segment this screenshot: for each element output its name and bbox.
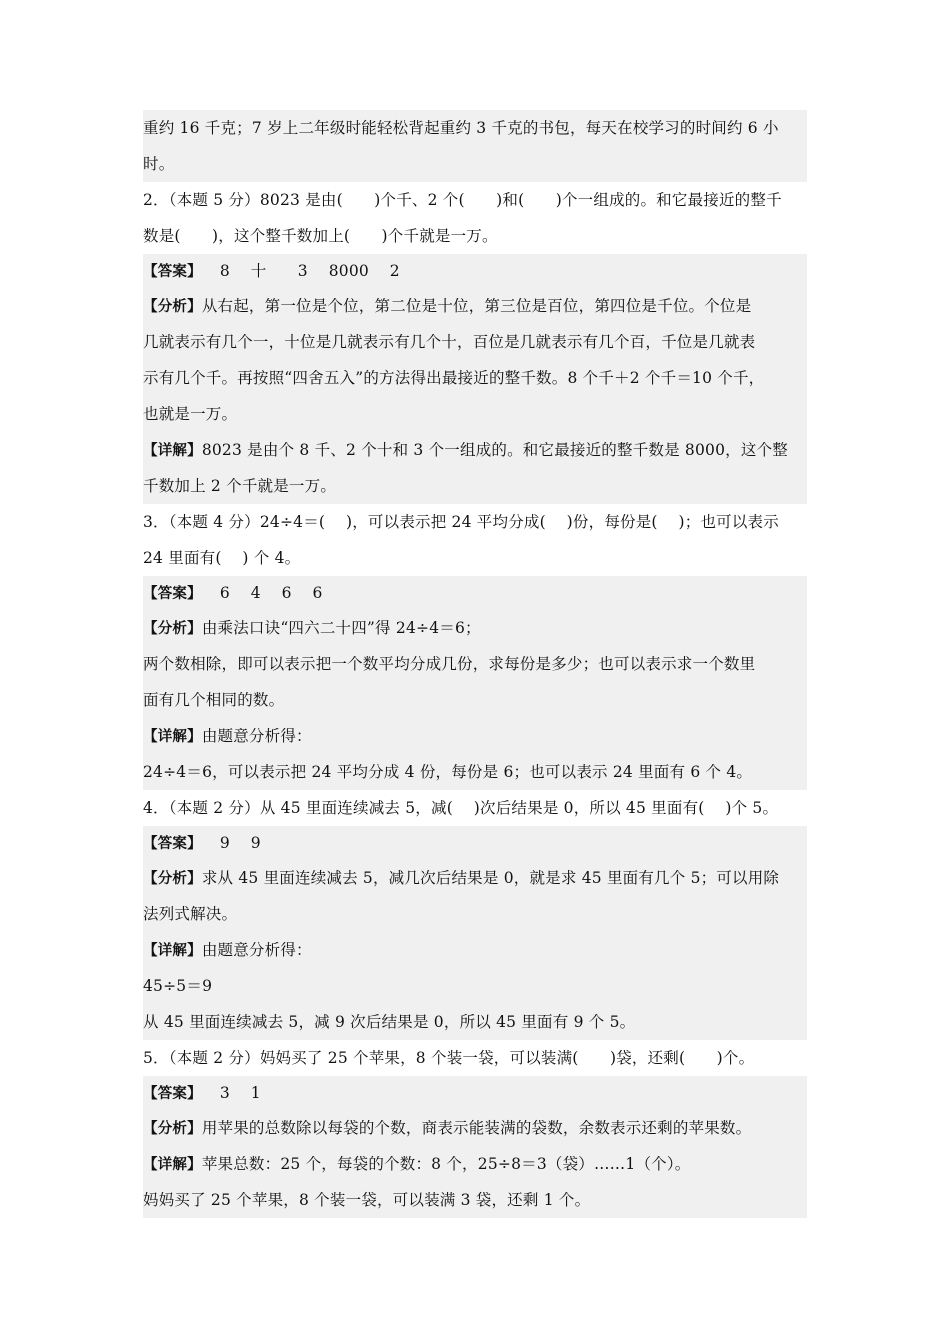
- q4-analysis-line: [143, 860, 807, 896]
- q2-analysis-line: [143, 288, 807, 324]
- q3-detail-text: 由题意分析得：: [201, 727, 312, 745]
- q3-solution-block: [143, 576, 807, 790]
- answer-label: 【答案】: [143, 836, 202, 852]
- detail-label: 【详解】: [143, 443, 202, 459]
- q2-question-line: 数是( )，这个整千数加上( )个千就是一万。: [143, 227, 498, 245]
- q4-solution-block: [143, 826, 807, 1040]
- q3-question-line: 24 里面有( ) 个 4。: [143, 549, 301, 567]
- q3-answer-values: 6 4 6 6: [219, 584, 323, 602]
- q5-answer-values: 3 1: [219, 1084, 261, 1102]
- q1-detail-line: 时。: [143, 155, 175, 173]
- q1-solution-block: [143, 110, 807, 182]
- q5-detail-line: [143, 1146, 807, 1182]
- detail-label: 【详解】: [143, 943, 202, 959]
- q2-analysis-line: 示有几个千。再按照“四舍五入”的方法得出最接近的整千数。8 个千＋2 个千＝10 个千，: [143, 369, 765, 387]
- q4-detail-line: 45÷5＝9: [143, 977, 213, 995]
- q4-analysis-text: 求从 45 里面连续减去 5，减几次后结果是 0，就是求 45 里面有几个 5；可以用除: [201, 869, 780, 887]
- q2-detail-text: 8023 是由个 8 千、2 个十和 3 个一组成的。和它最接近的整千数是 8000，这个整: [201, 441, 788, 459]
- q3-analysis-line: 两个数相除，即可以表示把一个数平均分成几份，求每份是多少；也可以表示求一个数里: [143, 655, 756, 673]
- q5-detail-line: 妈妈买了 25 个苹果，8 个装一袋，可以装满 3 袋，还剩 1 个。: [143, 1191, 591, 1209]
- answer-label: 【答案】: [143, 264, 202, 280]
- answer-label: 【答案】: [143, 1086, 202, 1102]
- q3-detail-line: [143, 718, 807, 754]
- analysis-label: 【分析】: [143, 1121, 202, 1137]
- q4-detail-line: 从 45 里面连续减去 5，减 9 次后结果是 0，所以 45 里面有 9 个 5。: [143, 1013, 636, 1031]
- q2-detail-line: 千数加上 2 个千就是一万。: [143, 477, 337, 495]
- q3-answer-line: [143, 576, 807, 610]
- q5-detail-text: 苹果总数：25 个，每袋的个数：8 个，25÷8＝3（袋）……1（个）。: [201, 1155, 691, 1173]
- q4-answer-line: [143, 826, 807, 860]
- detail-label: 【详解】: [143, 1157, 202, 1173]
- q2-analysis-line: 也就是一万。: [143, 405, 238, 423]
- q3-detail-line: 24÷4＝6，可以表示把 24 平均分成 4 份，每份是 6；也可以表示 24 里面有 6 个 4。: [143, 763, 753, 781]
- analysis-label: 【分析】: [143, 871, 202, 887]
- q2-question-line: 2．（本题 5 分）8023 是由( )个千、2 个( )和( )个一组成的。和它最接近的整千: [143, 191, 782, 209]
- q2-answer-values: 8 十 3 8000 2: [219, 262, 400, 280]
- q4-answer-values: 9 9: [219, 834, 261, 852]
- q2-detail-line: [143, 432, 807, 468]
- answer-label: 【答案】: [143, 586, 202, 602]
- q4-detail-text: 由题意分析得：: [201, 941, 312, 959]
- q4-detail-line: [143, 932, 807, 968]
- q4-analysis-line: 法列式解决。: [143, 905, 238, 923]
- q3-analysis-text: 由乘法口诀“四六二十四”得 24÷4＝6；: [201, 619, 481, 637]
- document-page: [143, 110, 807, 1218]
- q4-question-line: 4．（本题 2 分）从 45 里面连续减去 5，减( )次后结果是 0，所以 45 里面有( )个 5。: [143, 799, 779, 817]
- q5-analysis-text: 用苹果的总数除以每袋的个数，商表示能装满的袋数，余数表示还剩的苹果数。: [201, 1119, 752, 1137]
- analysis-label: 【分析】: [143, 621, 202, 637]
- q3-analysis-line: [143, 610, 807, 646]
- q3-analysis-line: 面有几个相同的数。: [143, 691, 285, 709]
- q5-answer-line: [143, 1076, 807, 1110]
- q5-question-line: 5．（本题 2 分）妈妈买了 25 个苹果，8 个装一袋，可以装满( )袋，还剩( )个。: [143, 1049, 755, 1067]
- q2-answer-line: [143, 254, 807, 288]
- q2-solution-block: [143, 254, 807, 504]
- analysis-label: 【分析】: [143, 299, 202, 315]
- q5-solution-block: [143, 1076, 807, 1218]
- q2-analysis-text: 从右起，第一位是个位，第二位是十位，第三位是百位，第四位是千位。个位是: [201, 297, 752, 315]
- q3-question-line: 3．（本题 4 分）24÷4＝( )，可以表示把 24 平均分成( )份，每份是( )；也可以表示: [143, 513, 779, 531]
- detail-label: 【详解】: [143, 729, 202, 745]
- q2-analysis-line: 几就表示有几个一，十位是几就表示有几个十，百位是几就表示有几个百，千位是几就表: [143, 333, 756, 351]
- q5-analysis-line: [143, 1110, 807, 1146]
- q1-detail-line: 重约 16 千克；7 岁上二年级时能轻松背起重约 3 千克的书包，每天在校学习的时间约 6 小: [143, 119, 779, 137]
